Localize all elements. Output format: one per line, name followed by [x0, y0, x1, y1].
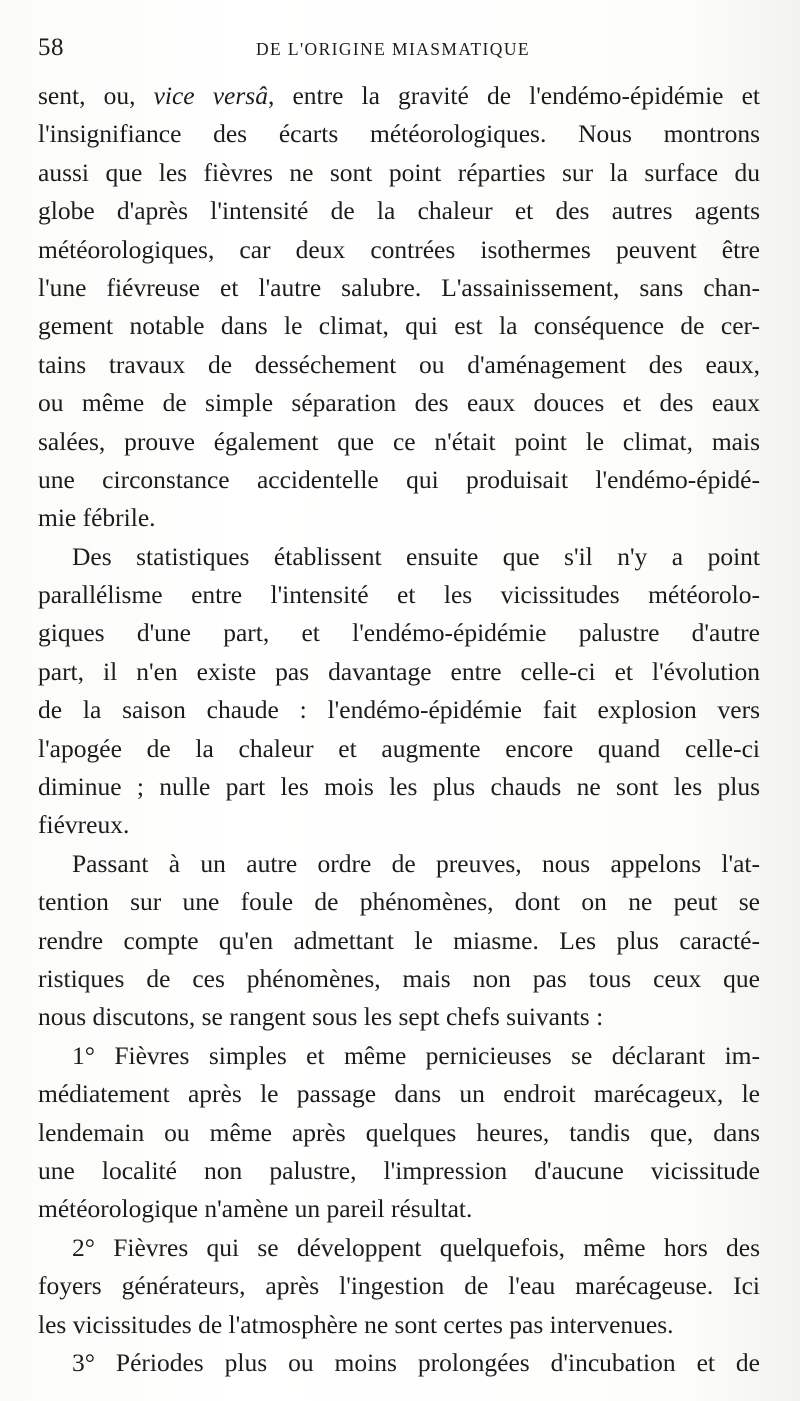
- text-line: une circonstance accidentelle qui produisait l'endémo-épidé-: [38, 464, 760, 494]
- text-line: sent, ou, vice versâ, entre la gravité de l'endémo-épidémie et: [38, 81, 760, 110]
- body-text: [38, 77, 760, 1382]
- text-line: globe d'après l'intensité de la chaleur et des autres agents: [38, 196, 760, 226]
- text-line: rendre compte qu'en admettant le miasme. Les plus caracté-: [38, 925, 760, 955]
- text-line: météorologiques, car deux contrées isothermes peuvent être: [38, 234, 760, 264]
- text-line: Des statistiques établissent ensuite que s'il n'y a point: [72, 541, 760, 571]
- text-line: gement notable dans le climat, qui est la conséquence de cer-: [38, 311, 760, 341]
- text-line: giques d'une part, et l'endémo-épidémie palustre d'autre: [38, 618, 760, 648]
- text-line: une localité non palustre, l'impression d'aucune vicissitude: [38, 1155, 760, 1185]
- text-line: lendemain ou même après quelques heures, tandis que, dans: [38, 1117, 760, 1147]
- text-line: l'une fiévreuse et l'autre salubre. L'assainissement, sans chan-: [38, 272, 760, 302]
- text-line: nous discutons, se rangent sous les sept chefs suivants :: [38, 1002, 604, 1032]
- text-line: Passant à un autre ordre de preuves, nous appelons l'at-: [72, 848, 760, 878]
- text-line: ristiques de ces phénomènes, mais non pas tous ceux que: [38, 963, 760, 993]
- running-head: DE L'ORIGINE MIASMATIQUE: [256, 39, 530, 59]
- text-line: tains travaux de desséchement ou d'aménagement des eaux,: [38, 349, 760, 379]
- text-line: salées, prouve également que ce n'était point le climat, mais: [38, 426, 760, 456]
- text-line: météorologique n'amène un pareil résultat.: [38, 1194, 473, 1224]
- list-item: [38, 1344, 760, 1382]
- list-item: [38, 1229, 760, 1344]
- text-line: foyers générateurs, après l'ingestion de l'eau marécageuse. Ici: [38, 1271, 760, 1301]
- list-item: [38, 1037, 760, 1229]
- text-line: 2° Fièvres qui se développent quelquefois, même hors des: [72, 1232, 760, 1262]
- text-line: 3° Périodes plus ou moins prolongées d'incubation et de: [72, 1347, 760, 1377]
- text-line: ou même de simple séparation des eaux douces et des eaux: [38, 388, 760, 418]
- text-line: parallélisme entre l'intensité et les vicissitudes météorolo-: [38, 580, 760, 610]
- text-line: de la saison chaude : l'endémo-épidémie fait explosion vers: [38, 695, 760, 725]
- text-line: l'apogée de la chaleur et augmente encore quand celle-ci: [38, 733, 760, 763]
- text-line: part, il n'en existe pas davantage entre celle-ci et l'évolution: [38, 656, 760, 686]
- page-header: [38, 34, 758, 74]
- paragraph: [38, 538, 760, 845]
- text-line: diminue ; nulle part les mois les plus chauds ne sont les plus: [38, 772, 760, 802]
- text-line: fiévreux.: [38, 810, 130, 840]
- text-line: 1° Fièvres simples et même pernicieuses se déclarant im-: [72, 1040, 760, 1070]
- page-number: 58: [38, 34, 64, 61]
- text-line: aussi que les fièvres ne sont point réparties sur la surface du: [38, 157, 760, 187]
- text-line: l'insignifiance des écarts météorologiques. Nous montrons: [38, 119, 760, 149]
- text-line: mie fébrile.: [38, 503, 156, 533]
- paragraph: [38, 77, 760, 538]
- text-line: les vicissitudes de l'atmosphère ne sont certes pas intervenues.: [38, 1309, 674, 1339]
- paragraph: [38, 845, 760, 1037]
- text-line: médiatement après le passage dans un endroit marécageux, le: [38, 1079, 760, 1109]
- text-line: tention sur une foule de phénomènes, dont on ne peut se: [38, 887, 760, 917]
